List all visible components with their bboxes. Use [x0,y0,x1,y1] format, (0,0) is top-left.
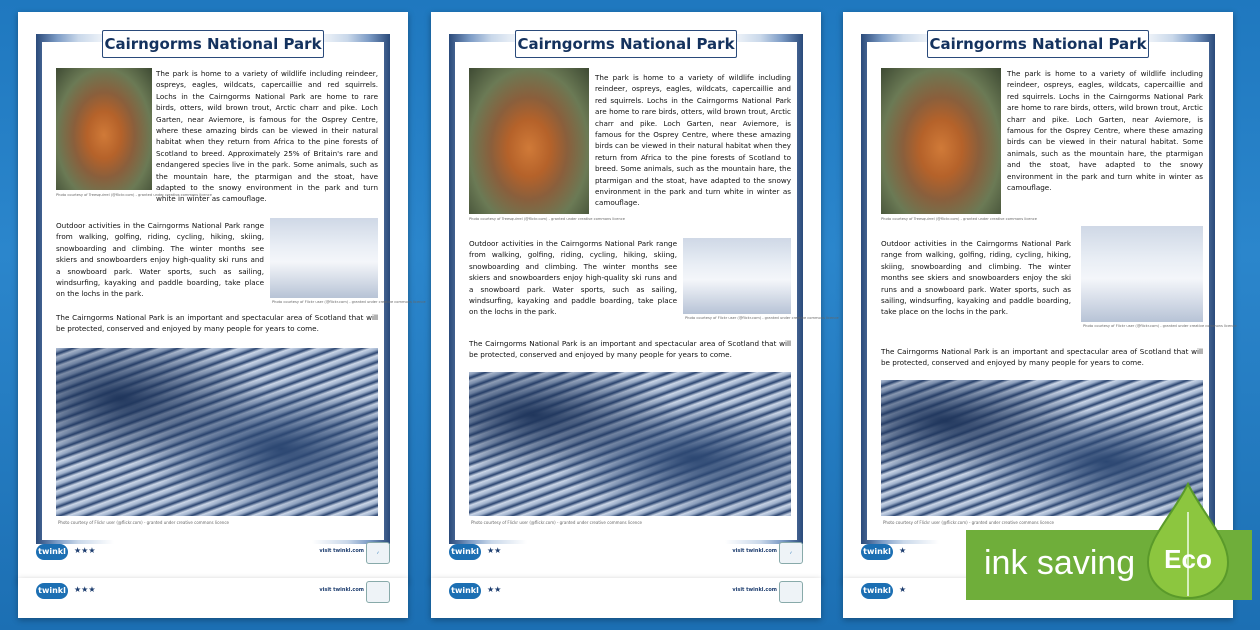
eco-leaf-icon [1146,482,1230,600]
red-squirrel-photo [469,68,589,214]
red-squirrel-photo [881,68,1001,214]
difficulty-stars: ★★ [487,585,502,594]
content-panel [455,35,839,540]
page-title-bar [515,30,737,58]
conclusion-paragraph: The Cairngorms National Park is an important and spectacular area of Scotland that will be protected, conserved and enjoyed by many people for years to come. [469,339,791,360]
difficulty-stars: ★ [899,546,907,555]
visit-link[interactable]: visit twinkl.com [319,548,364,554]
photo-caption: Photo courtesy of Treesquirrel (@flickr.com) - granted under creative commons licence [881,217,1037,221]
twinkl-logo[interactable]: twinkl [449,544,481,560]
photo-caption: Photo courtesy of Flickr user (@flickr.com) - granted under creative commons licence [685,316,839,320]
page-title-bar [927,30,1149,58]
twinkl-logo[interactable]: twinkl [861,583,893,599]
photo-caption: Photo courtesy of Treesquirrel (@flickr.com) - granted under creative commons licence [469,217,625,221]
quality-badge-icon [366,581,390,603]
wildlife-paragraph: The park is home to a variety of wildlife including reindeer, ospreys, eagles, wildcats, capercaillie and red squirrels. Lochs in the Cairngorms National Park are home to rare birds, otters, wild brown trout, Arctic charr and pike. Loch Garten, near Aviemore, is famous for the Osprey Centre, where these amazing birds can be viewed in their natural habitat when they return from Africa to the pine forests of Scotland to breed. Some animals, such as the mountain hare, the ptarmigan and the stoat, have adapted to the snowy environment in the park and turn white in winter as camouflage. [595,73,791,208]
quality-badge-icon [779,581,803,603]
content-panel [42,35,426,540]
conclusion-paragraph: The Cairngorms National Park is an important and spectacular area of Scotland that will be protected, conserved and enjoyed by many people for years to come. [56,313,378,334]
visit-link[interactable]: visit twinkl.com [732,587,777,593]
activities-paragraph: Outdoor activities in the Cairngorms National Park range from walking, golfing, riding, cycling, hiking, skiing, snowboarding and climbing. The winter months see skiers and snowboarders enjoy the ski runs and a snowboard park. Water sports, such as sailing, windsurfing, kayaking and paddle boarding, take place on the lochs in the park. [881,239,1071,317]
page-title: Cairngorms National Park [104,35,322,53]
skiers-photo [270,218,378,298]
worksheet-1-back [18,578,408,618]
photo-caption: Photo courtesy of Flickr user (@flickr.com) - granted under creative commons licence [272,300,426,304]
photo-caption: Photo courtesy of Flickr user (@flickr.com) - granted under creative commons licence [471,520,642,525]
difficulty-stars: ★★ [487,546,502,555]
worksheet-2-back [431,578,821,618]
skiers-photo [683,238,791,314]
photo-caption: Photo courtesy of Flickr user (@flickr.com) - granted under creative commons licence [58,520,229,525]
activities-paragraph: Outdoor activities in the Cairngorms National Park range from walking, golfing, riding, cycling, hiking, skiing, snowboarding and climbing. The winter months see skiers and snowboarders enjoy high-quality ski runs and a snowboard park. Water sports, such as sailing, windsurfing, kayaking and paddle boarding, take place on the lochs in the park. [56,221,264,299]
wildlife-paragraph: The park is home to a variety of wildlife including reindeer, ospreys, eagles, wildcats, capercaillie and red squirrels. Lochs in the Cairngorms National Park are home to rare birds, otters, wild brown trout, Arctic charr and pike. Loch Garten, near Aviemore, is famous for the Osprey Centre, where these amazing birds can be viewed in their natural habitat when they return from Africa to the pine forests of Scotland to breed. Approximately 25% of Britain's rare and endangered species live in the park. Some animals, such as the mountain hare, the ptarmigan and the stoat, have adapted to the snowy environment in the park and turn white in winter as camouflage. [156,69,378,204]
page-footer [449,542,803,568]
page-footer [36,542,390,568]
page-title: Cairngorms National Park [517,35,735,53]
page-frame [36,34,426,544]
snowy-landscape-photo [469,372,791,516]
worksheet-1 [18,12,426,582]
page-frame [449,34,839,544]
difficulty-stars: ★ [899,585,907,594]
twinkl-logo[interactable]: twinkl [36,583,68,599]
twinkl-logo[interactable]: twinkl [36,544,68,560]
difficulty-stars: ★★★ [74,546,96,555]
skiers-photo [1081,226,1203,322]
quality-badge-icon: ✓ [779,542,803,564]
twinkl-logo[interactable]: twinkl [861,544,893,560]
quality-badge-icon: ✓ [366,542,390,564]
eco-badge-label: Eco [1164,544,1212,574]
visit-link[interactable]: visit twinkl.com [732,548,777,554]
activities-paragraph: Outdoor activities in the Cairngorms National Park range from walking, golfing, riding, cycling, hiking, skiing, snowboarding and climbing. The winter months see skiers and snowboarders enjoy high-quality ski runs and a snowboard park. Water sports, such as sailing, windsurfing, kayaking and paddle boarding, take place on the lochs in the park. [469,239,677,317]
red-squirrel-photo [56,68,152,190]
twinkl-logo[interactable]: twinkl [449,583,481,599]
photo-caption: Photo courtesy of Treesquirrel (@flickr.com) - granted under creative commons licence [56,193,212,197]
difficulty-stars: ★★★ [74,585,96,594]
visit-link[interactable]: visit twinkl.com [319,587,364,593]
wildlife-paragraph: The park is home to a variety of wildlife including reindeer, ospreys, eagles, wildcats, capercaillie and red squirrels. Lochs in the Cairngorms National Park are home to rare birds, otters, wild brown trout, Arctic charr and pike. Loch Garten, near Aviemore, is famous for the Osprey Centre, where these amazing birds can be viewed in their natural habitat. Some animals, such as the mountain hare, the ptarmigan and the stoat, have adapted to the snowy environment in the park and turn white in winter as camouflage. [1007,69,1203,193]
conclusion-paragraph: The Cairngorms National Park is an important and spectacular area of Scotland that will be protected, conserved and enjoyed by many people for years to come. [881,347,1203,368]
worksheet-2 [431,12,839,582]
photo-caption: Photo courtesy of Flickr user (@flickr.com) - granted under creative commons licence [883,520,1054,525]
page-frame [861,34,1237,544]
snowy-landscape-photo [56,348,378,516]
content-panel [867,35,1237,540]
page-title: Cairngorms National Park [929,35,1147,53]
ink-saving-label: ink saving [984,544,1136,582]
page-title-bar [102,30,324,58]
photo-caption: Photo courtesy of Flickr user (@flickr.com) - granted under creative commons licence [1083,324,1237,328]
